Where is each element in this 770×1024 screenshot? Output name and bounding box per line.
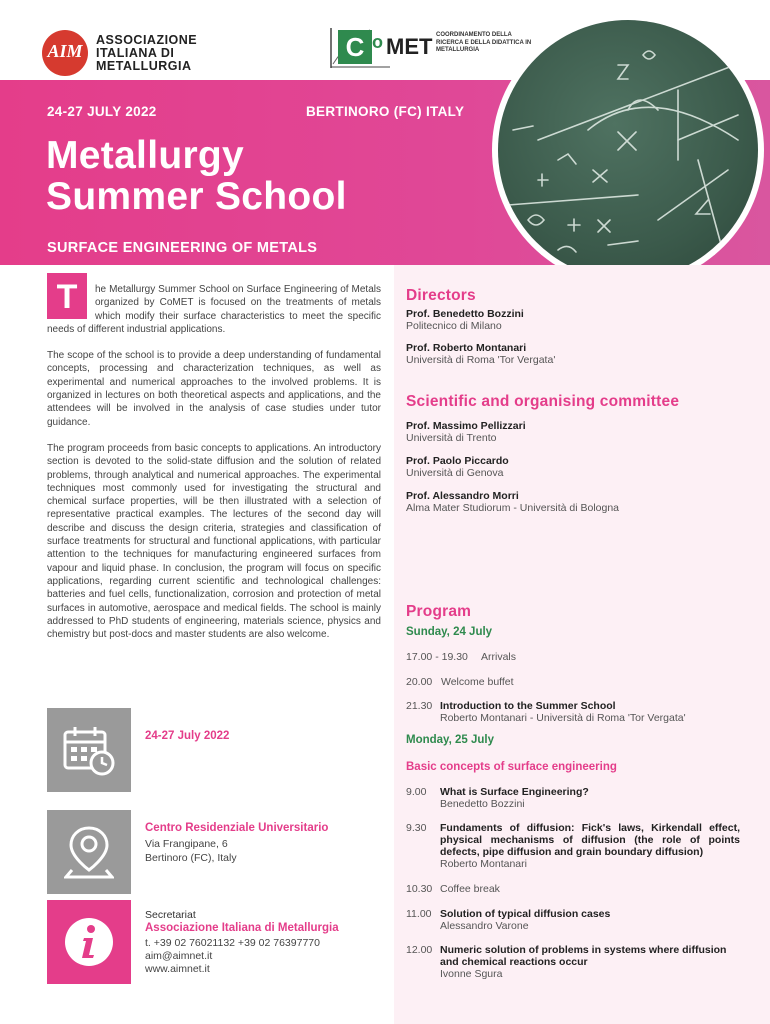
- program-heading: Program: [406, 603, 472, 620]
- program-item-title: Solution of typical diffusion cases: [440, 908, 611, 920]
- program-time: 9.00: [406, 786, 427, 798]
- committee-member-name: Prof. Paolo Piccardo: [406, 455, 509, 467]
- calendar-icon-box: [47, 708, 131, 792]
- page-subtitle: SURFACE ENGINEERING OF METALS: [47, 240, 318, 256]
- committee-member-name: Prof. Alessandro Morri: [406, 490, 519, 502]
- director-name: Prof. Benedetto Bozzini: [406, 308, 524, 320]
- program-day-heading: Sunday, 24 July: [406, 626, 493, 638]
- location-pin-icon: [64, 824, 114, 880]
- intro-text: [47, 278, 381, 654]
- secretariat-label: Secretariat: [145, 909, 196, 921]
- program-time: 17.00 - 19.30: [406, 651, 468, 663]
- program-session-heading: Basic concepts of surface engineering: [406, 761, 617, 773]
- program-time: 21.30: [406, 700, 433, 712]
- banner-location: BERTINORO (FC) ITALY: [306, 104, 465, 119]
- info-icon: [62, 915, 116, 969]
- program-time: 20.00: [406, 676, 433, 688]
- comet-logo-mark: C o MET: [330, 28, 434, 66]
- chalkboard-image: [498, 20, 758, 280]
- committee-heading: Scientific and organising committee: [406, 393, 680, 410]
- director-name: Prof. Roberto Montanari: [406, 342, 527, 354]
- committee-member-affiliation: Alma Mater Studiorum - Università di Bologna: [406, 502, 620, 514]
- aim-logo-mark: AIM: [42, 30, 88, 76]
- committee-member-name: Prof. Massimo Pellizzari: [406, 420, 526, 432]
- program-speaker: Roberto Montanari: [440, 858, 527, 870]
- program-day-heading: Monday, 25 July: [406, 734, 494, 746]
- program-item-title: Numeric solution of problems in systems where diffusion and chemical reactions occur: [440, 944, 727, 968]
- program-item: Welcome buffet: [441, 676, 514, 688]
- program-item: Arrivals: [481, 651, 517, 663]
- director-affiliation: Università di Roma 'Tor Vergata': [406, 354, 556, 366]
- venue-city: Bertinoro (FC), Italy: [145, 852, 237, 864]
- secretariat-email[interactable]: aim@aimnet.it: [145, 950, 213, 962]
- program-time: 9.30: [406, 822, 427, 834]
- director-affiliation: Politecnico di Milano: [406, 320, 502, 332]
- program-item-title: What is Surface Engineering?: [440, 786, 589, 798]
- venue-address: Via Frangipane, 6: [145, 838, 228, 850]
- program-speaker: Alessandro Varone: [440, 920, 529, 932]
- info-icon-box: [47, 900, 131, 984]
- program-speaker: Roberto Montanari - Università di Roma 'Tor Vergata': [440, 712, 686, 724]
- program-time: 11.00: [406, 908, 432, 920]
- directors-heading: Directors: [406, 287, 476, 304]
- program-time: 10.30: [406, 883, 433, 895]
- calendar-clock-icon: [61, 722, 117, 778]
- program-speaker: Ivonne Sgura: [440, 968, 503, 980]
- secretariat-phone: t. +39 02 76021132 +39 02 76397770: [145, 937, 320, 949]
- aim-logo: [42, 30, 197, 76]
- banner-dates: 24-27 JULY 2022: [47, 104, 157, 119]
- program-speaker: Benedetto Bozzini: [440, 798, 525, 810]
- program-item-title: Introduction to the Summer School: [440, 700, 616, 712]
- chalkboard-image-frame: [492, 14, 764, 286]
- page-title: Metallurgy Summer School: [46, 134, 347, 218]
- intro-paragraph-3: The program proceeds from basic concepts to applications. An introductory section is devoted to the solid-state diffusion and the solution of related problems, through analytical and numerical approaches. The experimental techniques most commonly used for investigating the structural and chemical surface properties, will be then illustrated with a selection of representative practical examples. The lectures of the second day will describe and discuss the design criteria, strategies and classification of surface treatments for structural and functional applications, with particular attention to the techniques for manufacturing engineered surfaces from vapour and liquid phase. In conclusion, the program will focus on specific applications, regarding current scientific and technological challenges: batteries and fuel cells, functionalization, corrosion and protection of metal surfaces in automotive, aerospace and medical fields. The school is mainly addressed to PhD students of engineering, materials science, physics and chemistry but post-docs and master students are also welcome.: [47, 442, 381, 641]
- program-item: Coffee break: [440, 883, 500, 895]
- committee-member-affiliation: Università di Trento: [406, 432, 497, 444]
- secretariat-website[interactable]: www.aimnet.it: [145, 963, 210, 975]
- committee-member-affiliation: Università di Genova: [406, 467, 504, 479]
- program-item-title: Fundaments of diffusion: Fick's laws, Kirkendall effect, physical mechanisms of diffusion (the role of points defects, pipe diffusion and grain boundary diffusion): [440, 822, 740, 858]
- secretariat-org: Associazione Italiana di Metallurgia: [145, 922, 339, 934]
- dropcap: T: [47, 273, 87, 319]
- aim-logo-text: ASSOCIAZIONE ITALIANA DI METALLURGIA: [96, 32, 198, 73]
- intro-paragraph-2: The scope of the school is to provide a deep understanding of fundamental concepts, processing and characterization techniques, as well as experimental and numerical approaches to the involved problems. It is organized in lectures on both theoretical aspects and applications, and the attendees will be involved in the analysis of case studies under tutor guidance.: [47, 350, 381, 428]
- comet-subtitle: COORDINAMENTO DELLA RICERCA E DELLA DIDATTICA IN METALLURGIA: [436, 32, 532, 53]
- location-icon-box: [47, 810, 131, 894]
- event-date: 24-27 July 2022: [145, 730, 230, 742]
- venue-name: Centro Residenziale Universitario: [145, 822, 329, 834]
- intro-paragraph-1: T he Metallurgy Summer School on Surface Engineering of Metals organized by CoMET is focused on the treatments of metals which modify their surface characteristics to meet the specific needs of different industrial applications.: [47, 283, 381, 336]
- program-time: 12.00: [406, 944, 433, 956]
